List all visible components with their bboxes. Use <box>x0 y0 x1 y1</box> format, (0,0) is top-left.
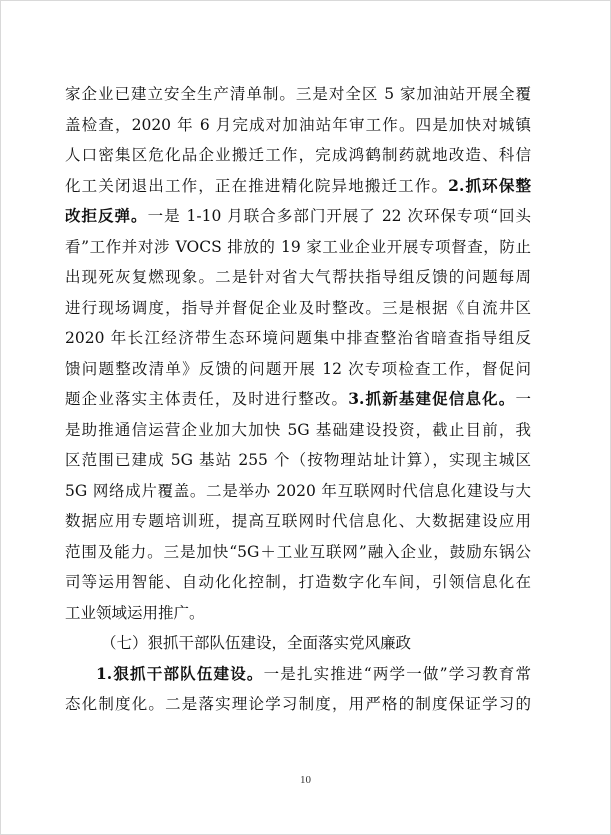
text-line-12 <box>65 415 531 446</box>
section-heading <box>65 628 531 659</box>
text-run: 司等运用智能、自动化化控制，打造数字化车间，引领信息化在 <box>65 573 531 591</box>
bold-heading-run: 改拒反弹。 <box>65 206 148 225</box>
text-line-1 <box>65 79 531 110</box>
text-run: 人口密集区危化品企业搬迁工作，完成鸿鹤制药就地改造、科信 <box>65 146 531 164</box>
text-run: 态化制度化。二是落实理论学习制度，用严格的制度保证学习的 <box>65 695 531 713</box>
text-run: 2020 年长江经济带生态环境问题集中排查整治省暗查指导组反 <box>65 329 531 347</box>
text-run: 工业领域运用推广。 <box>65 603 205 622</box>
text-line-20 <box>65 659 531 690</box>
text-line-18 <box>65 598 531 629</box>
text-line-7 <box>65 262 531 293</box>
text-run: 数据应用专题培训班，提高互联网时代信息化、大数据建设应用 <box>65 512 531 530</box>
text-run: 5G 网络成片覆盖。二是举办 2020 年互联网时代信息化建设与大 <box>65 481 531 500</box>
bold-heading-run: 3.抓新基建促信息化。 <box>348 389 516 408</box>
bold-heading-run: 1.狠抓干部队伍建设。 <box>96 663 264 683</box>
text-line-11 <box>65 384 531 415</box>
text-run: 范围及能力。三是加快“5G＋工业互联网”融入企业，鼓励东锅公 <box>65 542 531 561</box>
text-run: （七）狠抓干部队伍建设，全面落实党风廉政 <box>101 634 412 652</box>
text-run: 一是扎实推进“两学一做”学习教育常 <box>263 664 531 683</box>
text-line-6 <box>65 232 531 263</box>
text-line-10 <box>65 354 531 385</box>
text-run: 看”工作并对涉 VOCS 排放的 19 家工业企业开展专项督查，防止 <box>65 237 531 256</box>
text-line-21 <box>65 689 531 720</box>
text-run: 一 <box>515 390 531 408</box>
text-line-2 <box>65 110 531 141</box>
page-number: 10 <box>300 774 311 786</box>
text-run: 馈问题整改清单》反馈的问题开展 12 次专项检查工作，督促问 <box>65 359 531 378</box>
text-run: 化工关闭退出工作，正在推进精化院异地搬迁工作。 <box>65 176 449 195</box>
text-run: 是助推通信运营企业加大加快 5G 基础建设投资，截止目前，我 <box>65 420 531 439</box>
text-run: 出现死灰复燃现象。二是针对省大气帮扶指导组反馈的问题每周 <box>65 268 531 286</box>
text-line-15 <box>65 506 531 537</box>
text-line-14 <box>65 476 531 507</box>
text-line-5 <box>65 201 531 232</box>
text-run: 家企业已建立安全生产清单制。三是对全区 5 家加油站开展全覆 <box>65 85 531 103</box>
text-line-8 <box>65 293 531 324</box>
text-run: 进行现场调度，指导并督促企业及时整改。三是根据《自流井区 <box>65 298 531 317</box>
bold-heading-run: 2.抓环保整 <box>448 175 531 195</box>
text-run: 题企业落实主体责任，及时进行整改。 <box>65 390 349 408</box>
text-line-13 <box>65 445 531 476</box>
text-run: 区范围已建成 5G 基站 255 个（按物理站址计算），实现主城区 <box>65 451 531 469</box>
text-line-3 <box>65 140 531 171</box>
text-line-17 <box>65 567 531 598</box>
text-line-16 <box>65 537 531 568</box>
text-line-9 <box>65 323 531 354</box>
text-run: 盖检查，2020 年 6 月完成对加油站年审工作。四是加快对城镇 <box>65 115 531 134</box>
body-text <box>65 79 531 720</box>
text-run: 一是 1-10 月联合多部门开展了 22 次环保专项“回头 <box>147 207 531 225</box>
text-line-4 <box>65 171 531 202</box>
